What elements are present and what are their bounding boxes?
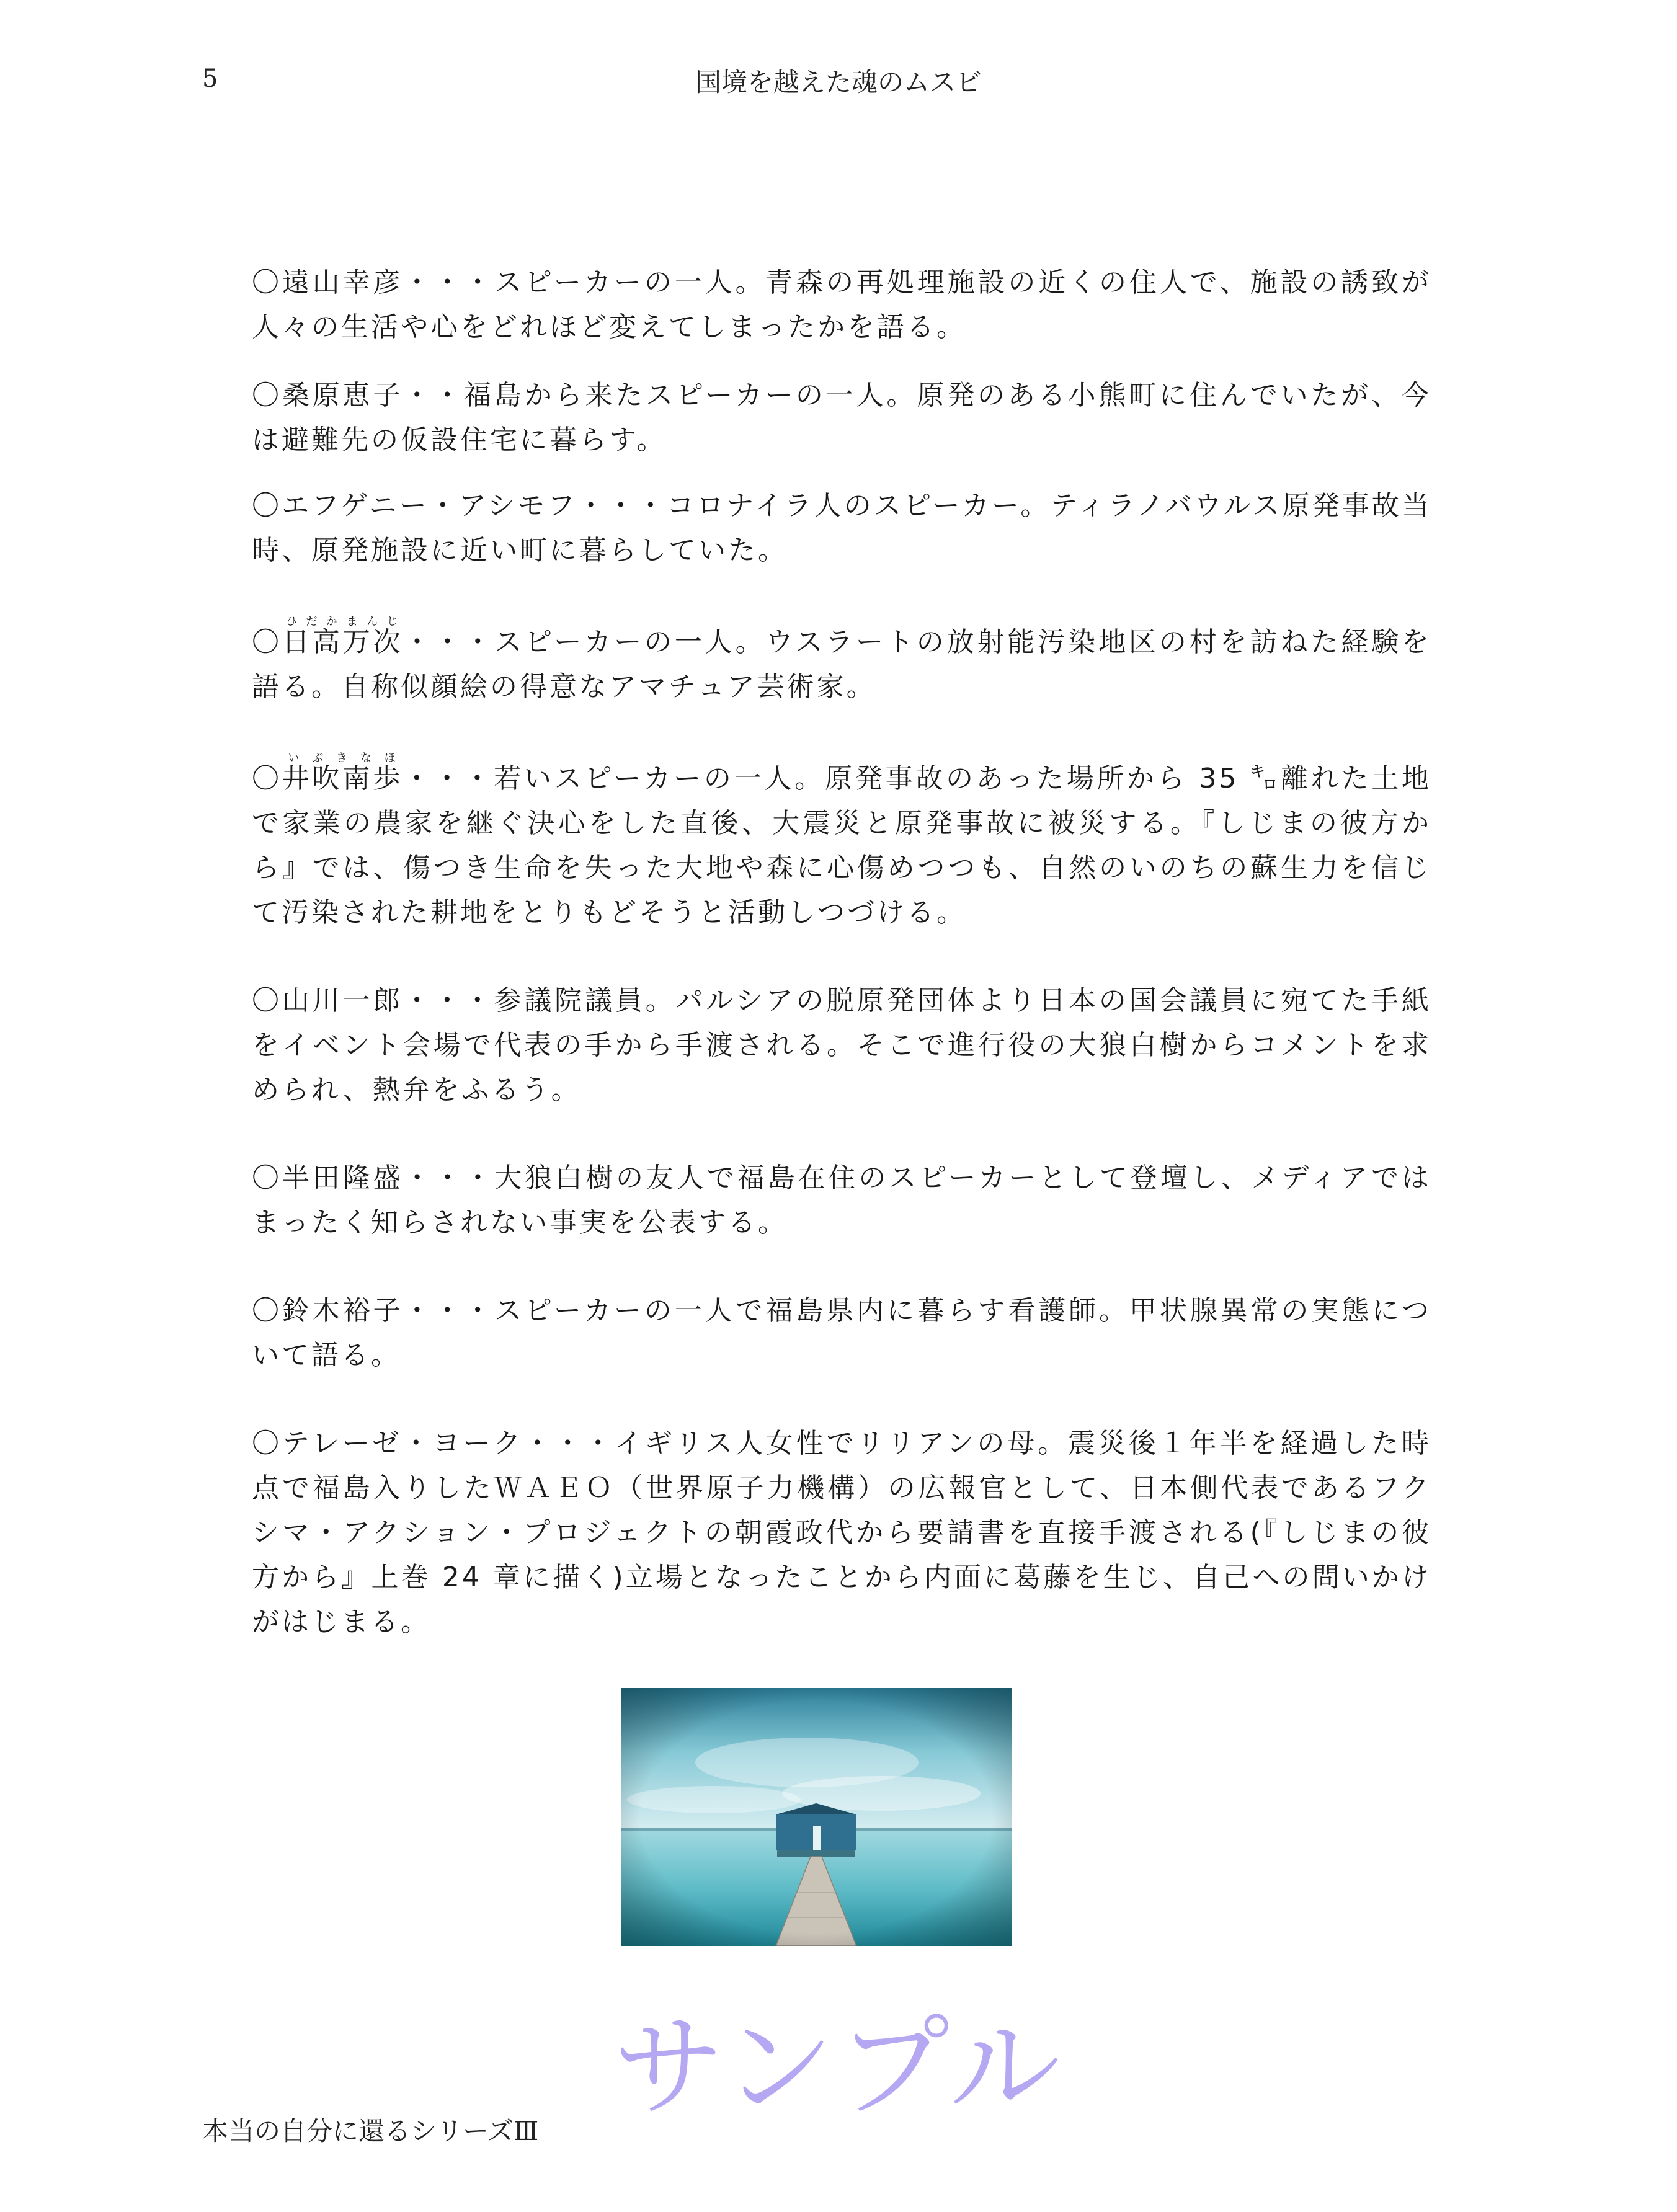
entry-toyama: 〇遠山幸彦・・・スピーカーの一人。青森の再処理施設の近くの住人で、施設の誘致が人々の生活や心をどれほど変えてしまったかを語る。 <box>252 267 1431 343</box>
entry-york: 〇テレーゼ・ヨーク・・・イギリス人女性でリリアンの母。震災後１年半を経過した時点で福島入りしたＷＡＥＯ（世界原子力機構）の広報官として、日本側代表であるフクシマ・アクション・プロジェクトの朝霞政代から要請書を直接手渡される(『しじまの彼方から』上巻 24 章に描く)立場となったことから内面に葛藤を生じ、自己への問いかけがはじまる。 <box>252 1428 1431 1638</box>
entry-bullet: 〇 <box>252 626 282 658</box>
running-header-title: 国境を越えた魂のムスビ <box>695 67 982 97</box>
entry-text: ・・・若いスピーカーの一人。原発事故のあった場所から 35 ㌔離れた土地で家業の農家を継ぐ決心をした直後、大震災と原発事故に被災する。『しじまの彼方から』では、傷つき生命を失った大地や森に心傷めつつも、自然のいのちの蘇生力を信じて汚染された耕地をとりもどそうと活動しつづける。 <box>252 763 1432 928</box>
sample-watermark: サンプル <box>613 2003 1064 2133</box>
entry-kuwahara: 〇桑原恵子・・福島から来たスピーカーの一人。原発のある小熊町に住んでいたが、今は避難先の仮設住宅に暮らす。 <box>252 380 1431 456</box>
entry-text: ・・・スピーカーの一人。ウスラートの放射能汚染地区の村を訪ねた経験を語る。自称似顔絵の得意なアマチュア芸術家。 <box>252 626 1432 703</box>
entry-handa: 〇半田隆盛・・・大狼白樹の友人で福島在住のスピーカーとして登壇し、メディアではまったく知らされない事実を公表する。 <box>252 1162 1431 1238</box>
name-ruby-ibuki: 井吹南歩いぶきなほ <box>282 752 403 794</box>
entry-bullet: 〇 <box>252 763 282 794</box>
series-footer: 本当の自分に還るシリーズⅢ <box>202 2116 539 2146</box>
entry-hidaka <box>252 615 1431 709</box>
entry-ibuki <box>252 752 1431 935</box>
page-number: 5 <box>202 64 218 93</box>
name-ruby-hidaka: 日高ひだか <box>282 615 343 658</box>
boathouse-photo <box>621 1688 1012 1946</box>
character-list <box>252 260 1431 1645</box>
entry-yamakawa: 〇山川一郎・・・参議院議員。パルシアの脱原発団体より日本の国会議員に宛てた手紙をイベント会場で代表の手から手渡される。そこで進行役の大狼白樹からコメントを求められ、熱弁をふるう。 <box>252 985 1431 1106</box>
entry-suzuki: 〇鈴木裕子・・・スピーカーの一人で福島県内に暮らす看護師。甲状腺異常の実態について語る。 <box>252 1295 1431 1371</box>
name-ruby-manji: 万次まんじ <box>342 615 404 658</box>
entry-asimov: 〇エフゲニー・アシモフ・・・コロナイラ人のスピーカー。ティラノバウルス原発事故当時、原発施設に近い町に暮らしていた。 <box>252 490 1431 566</box>
